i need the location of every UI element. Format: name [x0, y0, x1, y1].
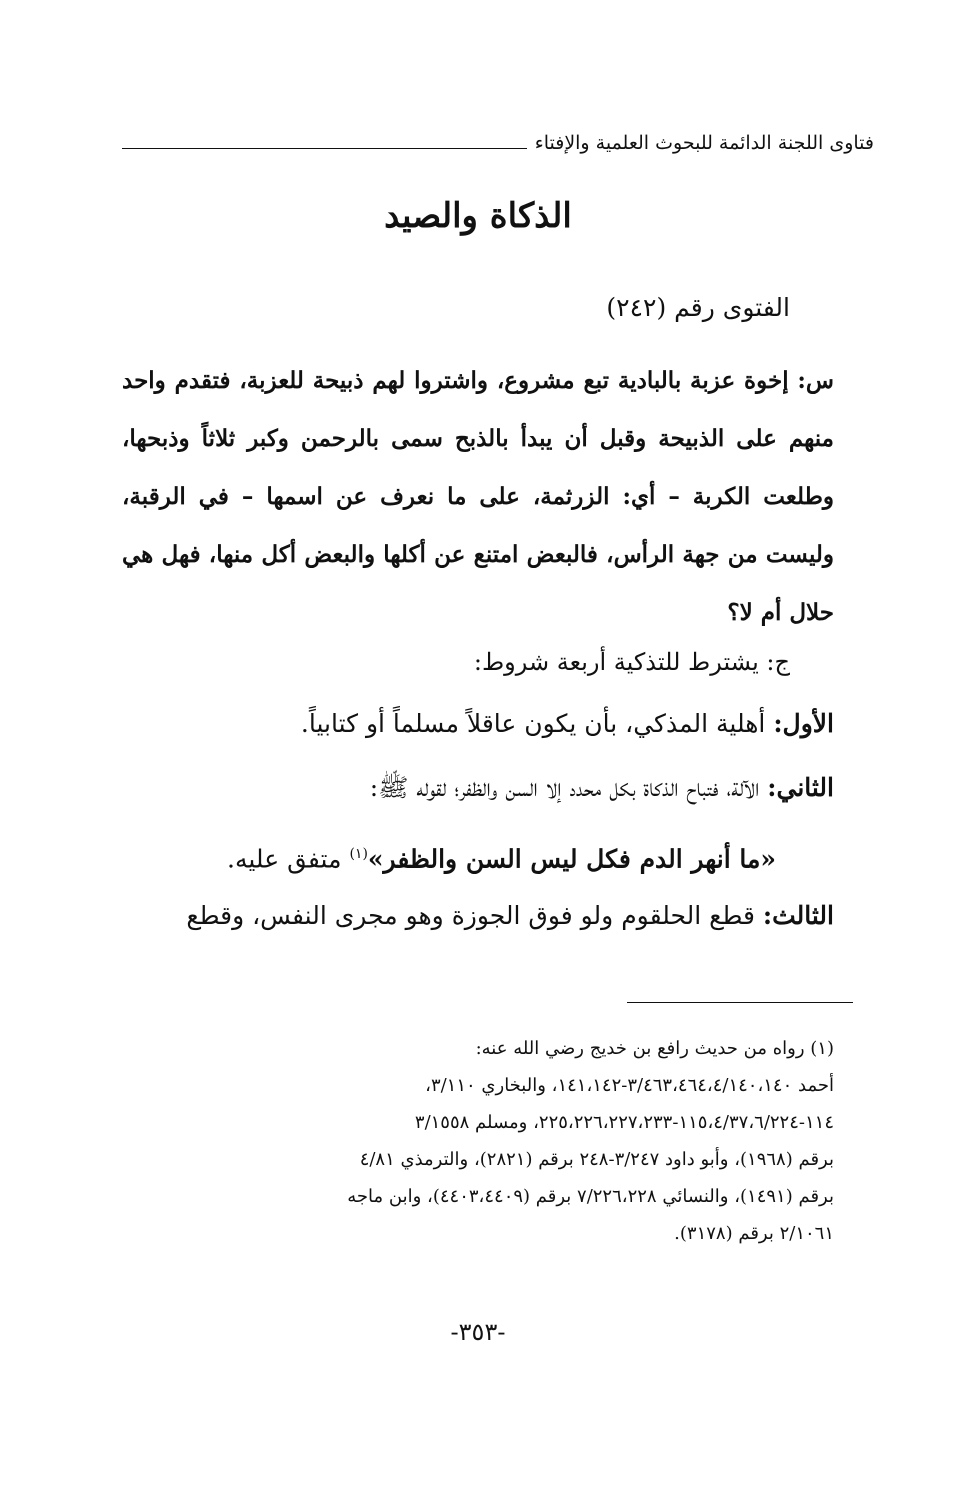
running-header	[122, 128, 874, 158]
footnote-ref: (١)	[349, 846, 368, 862]
fatwa-number: الفتوى رقم (٢٤٢)	[606, 293, 790, 322]
footnote-line: ٢/١٠٦١ برقم (٣١٧٨).	[674, 1223, 834, 1244]
condition-first	[112, 696, 834, 752]
hadith-source: متفق عليه.	[227, 844, 350, 874]
condition-text: الآلة، فتباح الذكاة بكل محدد إلا السن والظفر؛ لقوله ﷺ:	[369, 773, 768, 802]
condition-text: قطع الحلقوم ولو فوق الجوزة وهو مجرى النفس، وقطع	[186, 901, 763, 930]
condition-third	[112, 888, 834, 944]
question-text: س: إخوة عزبة بالبادية تبع مشروع، واشتروا لهم ذبيحة للعزبة، فتقدم واحد منهم على الذبيحة وقبل أن يبدأ بالذبح سمى بالرحمن وكبر ثلاثاً وذبحها، وطلعت الكربة – أي: الزرثمة، على ما نعرف عن اسمها – في الرقبة، وليست من جهة الرأس، فالبعض امتنع عن أكلها والبعض أكل منها، فهل هي حلال أم لا؟	[122, 367, 834, 626]
footnote-line: (١) رواه من حديث رافع بن خديج رضي الله عنه:	[475, 1038, 834, 1059]
footnote-line: ١١٤-١١٥،٤/٣٧،٦/٢٢٤-٢٢٥،٢٢٦،٢٢٧،٢٣٣، ومسلم ٣/١٥٥٨	[414, 1112, 834, 1133]
hadith-line	[227, 826, 776, 887]
question-block	[122, 352, 834, 642]
header-rule	[122, 148, 527, 149]
condition-label: الثاني:	[767, 773, 834, 802]
answer-intro: ج: يشترط للتذكية أربعة شروط:	[473, 648, 790, 676]
chapter-title: الذكاة والصيد	[384, 196, 572, 236]
condition-text: أهلية المذكي، بأن يكون عاقلاً مسلماً أو كتابياً.	[300, 709, 774, 738]
footnote-line: برقم (١٤٩١)، والنسائي ٧/٢٢٦،٢٢٨ برقم (٤٤٠٣،٤٤٠٩)، وابن ماجه	[347, 1186, 834, 1207]
footnote	[118, 1030, 834, 1252]
hadith-quote: «ما أنهر الدم فكل ليس السن والظفر»	[367, 844, 776, 874]
footnote-line: أحمد ٣/٤٦٣،٤٦٤،٤/١٤٠،١٤٠-١٤١،١٤٢، والبخاري ٣/١١٠،	[425, 1075, 834, 1096]
footnote-line: برقم (١٩٦٨)، وأبو داود ٣/٢٤٧-٢٤٨ برقم (٢٨٢١)، والترمذي ٤/٨١	[359, 1149, 834, 1170]
page-number: -٣٥٣-	[450, 1318, 506, 1346]
condition-label: الثالث:	[762, 901, 834, 930]
footnote-rule	[627, 1002, 853, 1003]
condition-second	[112, 760, 834, 816]
condition-label: الأول:	[773, 709, 834, 738]
header-title: فتاوى اللجنة الدائمة للبحوث العلمية والإفتاء	[534, 132, 874, 154]
